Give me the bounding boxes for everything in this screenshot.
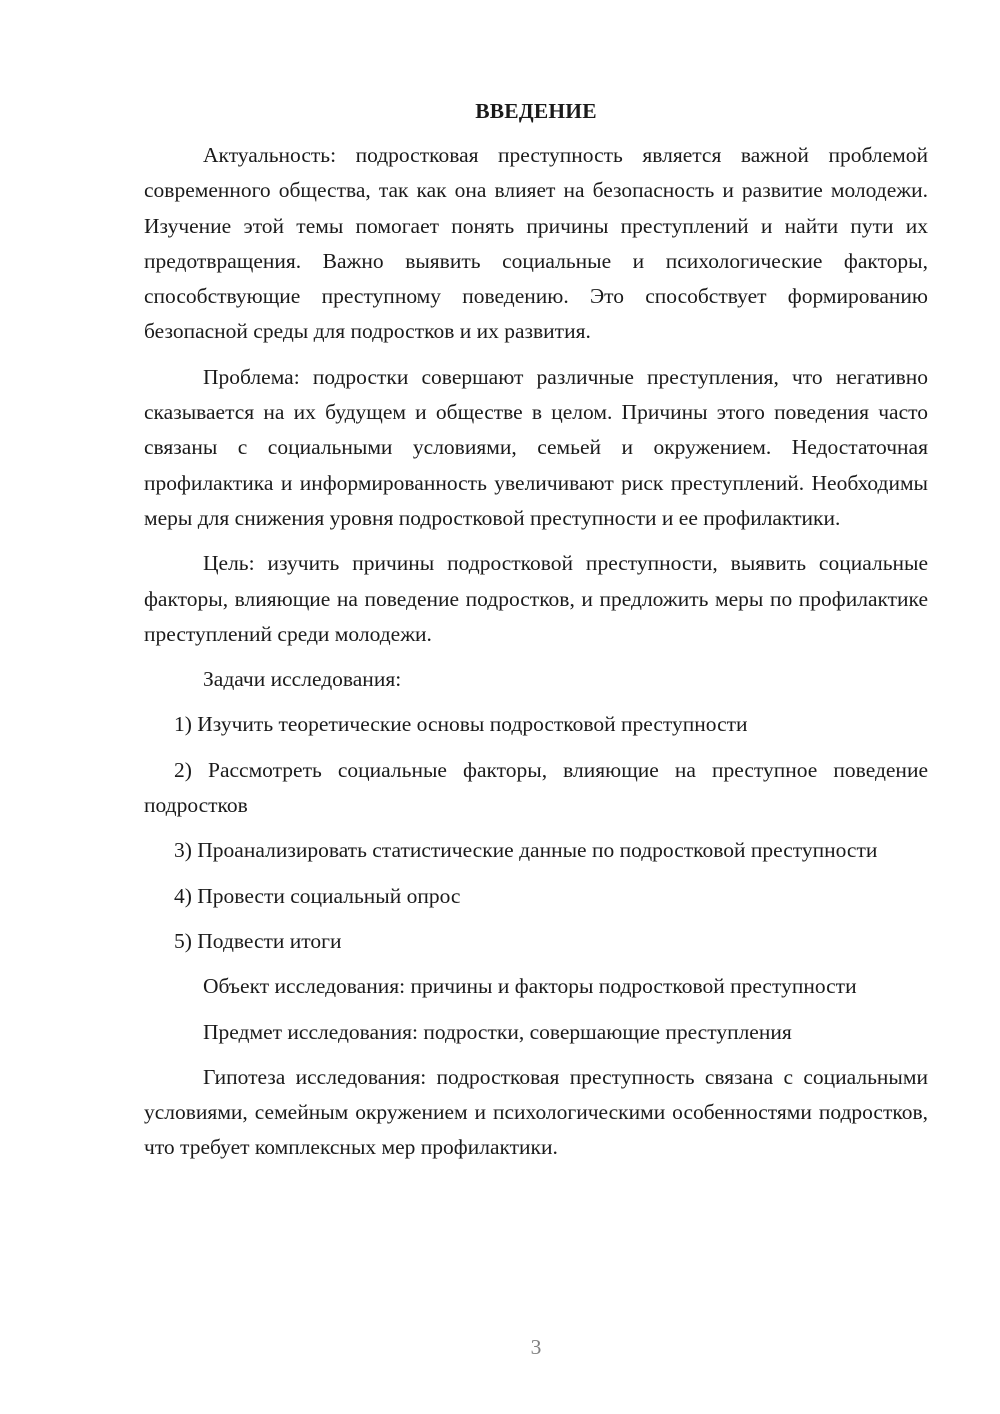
paragraph-goal: Цель: изучить причины подростковой преступности, выявить социальные факторы, влияющие на поведение подростков, и предложить меры по профилактике преступлений среди молодежи. (144, 551, 928, 646)
page-title: ВВЕДЕНИЕ (475, 99, 597, 123)
page-number: 3 (530, 1335, 542, 1359)
document-page (144, 94, 928, 1166)
paragraph-object: Объект исследования: причины и факторы подростковой преступности (203, 974, 857, 999)
paragraph-subject: Предмет исследования: подростки, совершающие преступления (203, 1019, 792, 1044)
tasks-list (144, 707, 928, 959)
list-item-task-4: 4) Провести социальный опрос (174, 883, 461, 908)
list-item-task-2: 2) Рассмотреть социальные факторы, влияющие на преступное поведение подростков (144, 757, 928, 818)
list-item-task-3: 3) Проанализировать статистические данные по подростковой преступности (174, 838, 878, 863)
list-item-task-5: 5) Подвести итоги (174, 928, 342, 953)
paragraph-relevance: Актуальность: подростковая преступность является важной проблемой современного общества, так как она влияет на безопасность и развитие молодежи. Изучение этой темы помогает понять причины преступлений и найти пути их предотвращения. Важно выявить социальные и психологические факторы, способствующие преступному поведению. Это способствует формированию безопасной среды для подростков и их развития. (144, 143, 928, 344)
paragraph-problem: Проблема: подростки совершают различные преступления, что негативно сказывается на их будущем и обществе в целом. Причины этого поведения часто связаны с социальными условиями, семьей и окружением. Недостаточная профилактика и информированность увеличивают риск преступлений. Необходимы меры для снижения уровня подростковой преступности и ее профилактики. (144, 364, 928, 530)
tasks-heading: Задачи исследования: (203, 667, 402, 692)
list-item-task-1: 1) Изучить теоретические основы подростковой преступности (174, 712, 748, 737)
paragraph-hypothesis: Гипотеза исследования: подростковая преступность связана с социальными условиями, семейным окружением и психологическими особенностями подростков, что требует комплексных мер профилактики. (144, 1064, 928, 1160)
